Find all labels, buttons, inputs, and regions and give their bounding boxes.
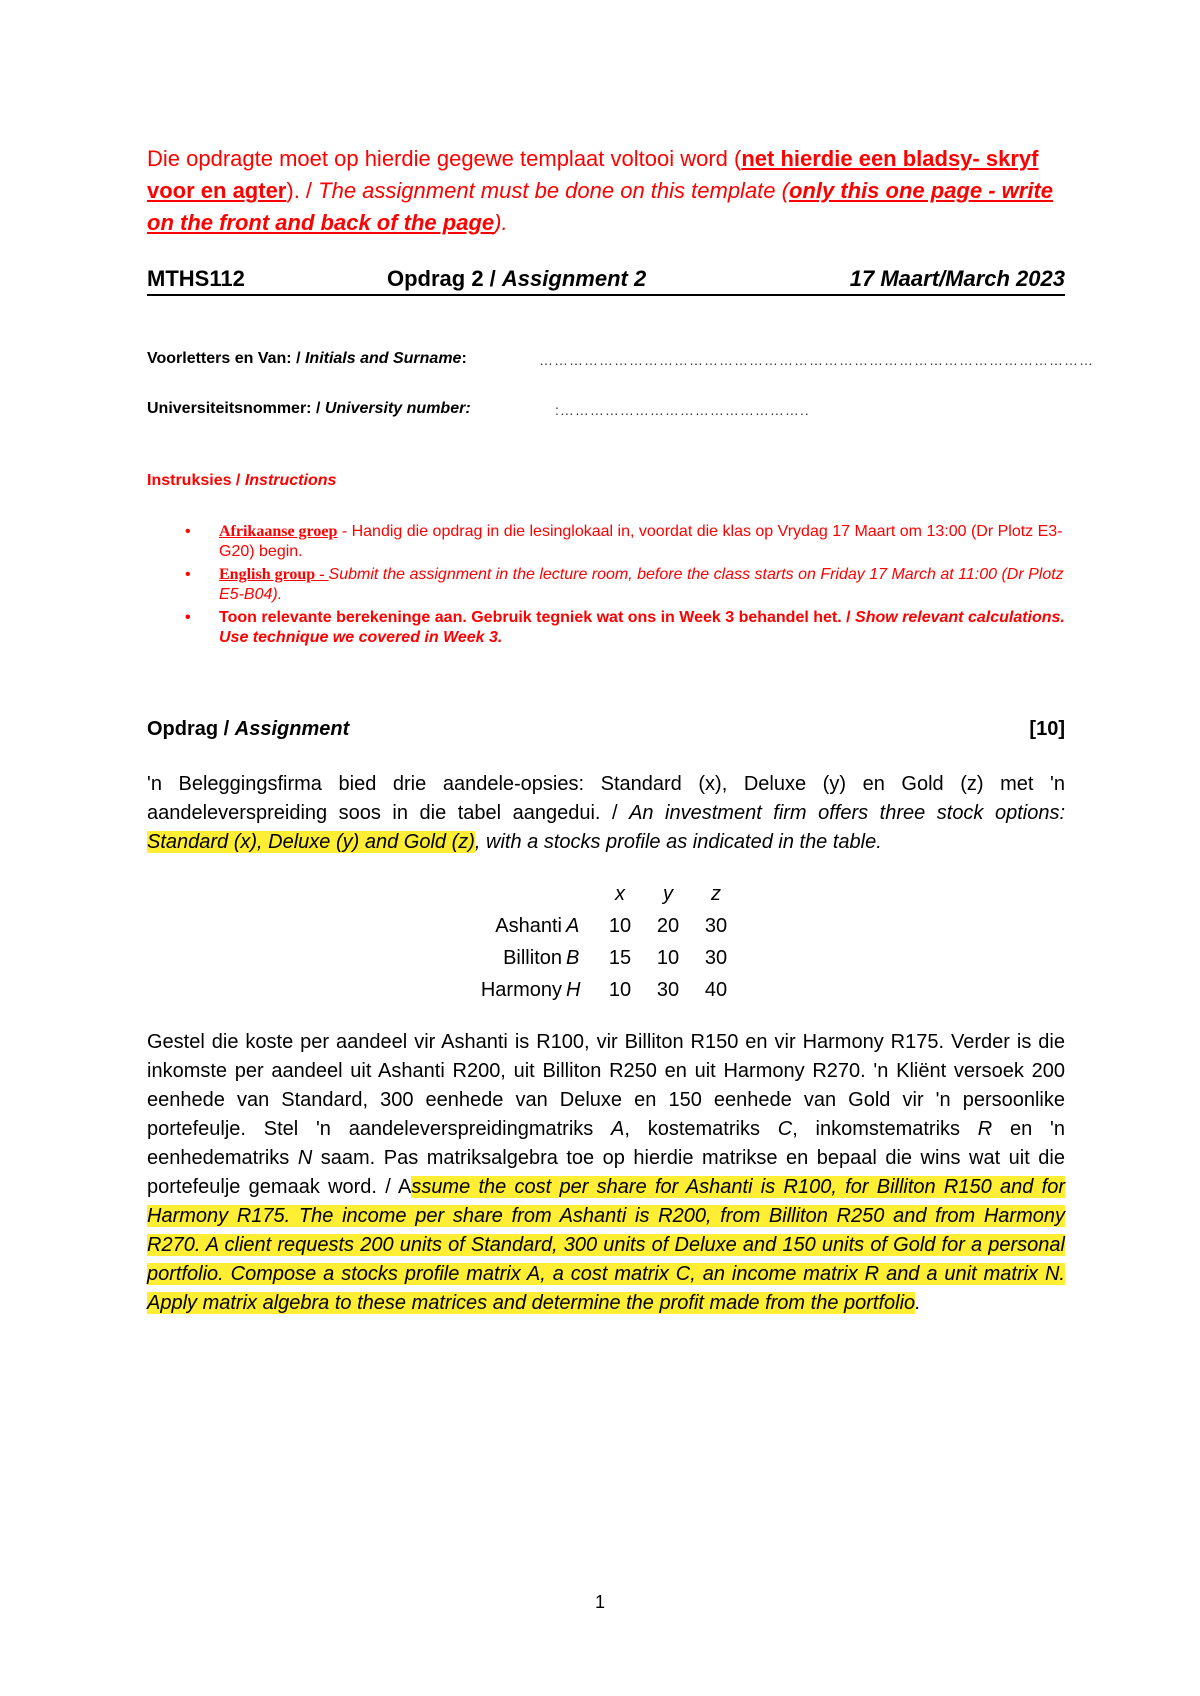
row-name: Billiton — [503, 946, 562, 969]
instruction-item — [147, 522, 1067, 562]
intro-english-end: , with a stocks profile as indicated in the table. — [474, 831, 882, 853]
university-number-field — [147, 400, 810, 418]
statement-english-highlight: ssume the cost per share for Ashanti is R100, for Billiton R150 and for Harmony R175. The income per share from Ashanti is R200, from Billiton R250 and from Harmony R270. A client requests 200 units of Standard, 300 units of Deluxe and 150 units of Gold for a personal portfolio. Compose a stocks profile matrix A, a cost matrix C, an income matrix R and a unit matrix N. Apply matrix algebra to these matrices and determine the profit made from the portfolio — [147, 1176, 1065, 1314]
name-field — [147, 350, 1094, 368]
assignment-date: 17 Maart/March 2023 — [849, 266, 1065, 291]
matrix-c-symbol: C — [777, 1118, 793, 1140]
instruction-lead: Afrikaanse groep — [219, 523, 338, 540]
name-label-af: Voorletters en Van: / — [147, 350, 305, 367]
notice-end: ). — [494, 210, 508, 235]
course-code: MTHS112 — [147, 266, 245, 291]
name-input-line[interactable]: ………………………………………………………………………………………………… — [539, 352, 1094, 368]
template-notice — [147, 143, 1067, 239]
header-rule — [147, 294, 1065, 296]
statement-afrikaans: , inkomstematriks — [792, 1118, 978, 1140]
notice-english: The assignment must be done on this template ( — [318, 178, 789, 203]
row-variable: H — [566, 978, 581, 1001]
number-label-af: Universiteitsnommer: / — [147, 400, 325, 417]
row-variable: A — [566, 914, 580, 937]
table-cell: 15 — [608, 946, 632, 969]
statement-afrikaans: Gestel die koste per aandeel vir Ashanti is R100, vir Billiton R150 en vir Harmony R175. Verder is die inkomste per aandeel uit Ashanti R200, uit Billiton R250 en uit Harmony R270. 'n Kliënt versoek 200 eenhede van Standard, 300 eenhede van Deluxe en 150 eenhede van Gold vir 'n persoonlike portefeulje. Stel 'n aandeleverspreidingmatriks — [147, 1031, 1065, 1140]
notice-afrikaans-emphasis: net hierdie een bladsy- skryf voor en agter — [147, 146, 1039, 203]
column-header: z — [711, 882, 721, 905]
notice-afrikaans: Die opdragte moet op hierdie gegewe templaat voltooi word ( — [147, 146, 742, 171]
statement-afrikaans: , kostematriks — [624, 1118, 778, 1140]
assignment-title-af: Opdrag 2 / — [387, 266, 502, 291]
table-cell: 30 — [656, 978, 680, 1001]
table-cell: 30 — [704, 946, 728, 969]
notice-separator: ). / — [286, 178, 319, 203]
number-input-line[interactable]: :………………………………………….. — [555, 402, 810, 418]
name-label-en: Initials and Surname — [304, 350, 462, 367]
page-number: 1 — [594, 1592, 605, 1612]
intro-english: An investment firm offers three stock options: — [629, 802, 1066, 824]
problem-intro — [147, 770, 1065, 857]
name-label-colon: : — [461, 350, 467, 367]
instruction-item — [147, 565, 1067, 605]
stock-profile-table — [470, 878, 740, 1006]
problem-statement — [147, 1028, 1065, 1318]
notice-english-emphasis: only this one page - write on the front and back of the page — [147, 178, 1054, 235]
bullet-icon: • — [185, 523, 191, 540]
instruction-lead: Toon relevante berekeninge aan. Gebruik tegniek wat ons in Week 3 behandel het. / — [219, 609, 856, 626]
section-title-af: Opdrag / — [147, 718, 235, 740]
row-variable: B — [566, 946, 580, 969]
assignment-header — [147, 266, 1065, 296]
table-cell: 30 — [704, 914, 728, 937]
statement-afrikaans: en 'n eenhedematriks — [147, 1118, 1065, 1169]
table-cell: 10 — [608, 978, 632, 1001]
instruction-text: Submit the assignment in the lecture room, before the class starts on Friday 17 March at 11:00 (Dr Plotz E5-B04). — [219, 566, 1064, 603]
column-header: x — [615, 882, 625, 905]
table-row — [470, 942, 740, 974]
table-cell: 10 — [656, 946, 680, 969]
table-header-row — [470, 878, 740, 910]
section-marks: [10] — [1029, 718, 1065, 740]
table-row — [470, 974, 740, 1006]
row-name: Harmony — [480, 978, 562, 1001]
instruction-lead: English group - — [219, 566, 329, 583]
matrix-r-symbol: R — [977, 1118, 993, 1140]
statement-afrikaans: saam. Pas matriksalgebra toe op hierdie matrikse en bepaal die wins wat uit die portefeulje gemaak word. / A — [147, 1147, 1065, 1198]
bullet-icon: • — [185, 609, 191, 626]
instruction-text: - Handig die opdrag in die lesinglokaal in, voordat die klas op Vrydag 17 Maart om 13:00 (Dr Plotz E3-G20) begin. — [219, 523, 1063, 560]
section-title — [147, 718, 1065, 741]
assignment-title — [387, 266, 646, 292]
table-cell: 40 — [704, 978, 728, 1001]
instructions-list — [147, 522, 1067, 651]
column-header: y — [663, 882, 673, 905]
matrix-n-symbol: N — [297, 1147, 313, 1169]
instruction-item — [147, 608, 1067, 648]
instructions-title-af: Instruksies / — [147, 472, 245, 489]
table-cell: 10 — [608, 914, 632, 937]
instruction-text: Show relevant calculations. Use technique we covered in Week 3. — [219, 609, 1065, 646]
instructions-title-en: Instructions — [244, 472, 337, 489]
assignment-title-en: Assignment 2 — [501, 266, 647, 291]
table-cell: 20 — [656, 914, 680, 937]
matrix-a-symbol: A — [611, 1118, 625, 1140]
intro-english-highlight: Standard (x), Deluxe (y) and Gold (z) — [147, 831, 475, 853]
number-label-en: University number: — [324, 400, 471, 417]
statement-end: . — [915, 1292, 921, 1314]
bullet-icon: • — [185, 566, 191, 583]
table-row — [470, 910, 740, 942]
row-name: Ashanti — [495, 914, 562, 937]
section-title-en: Assignment — [234, 718, 350, 740]
instructions-title — [147, 472, 336, 490]
intro-afrikaans: 'n Beleggingsfirma bied drie aandele-opsies: Standard (x), Deluxe (y) en Gold (z) met 'n aandeleverspreiding soos in die tabel aangedui. / — [147, 773, 1065, 824]
